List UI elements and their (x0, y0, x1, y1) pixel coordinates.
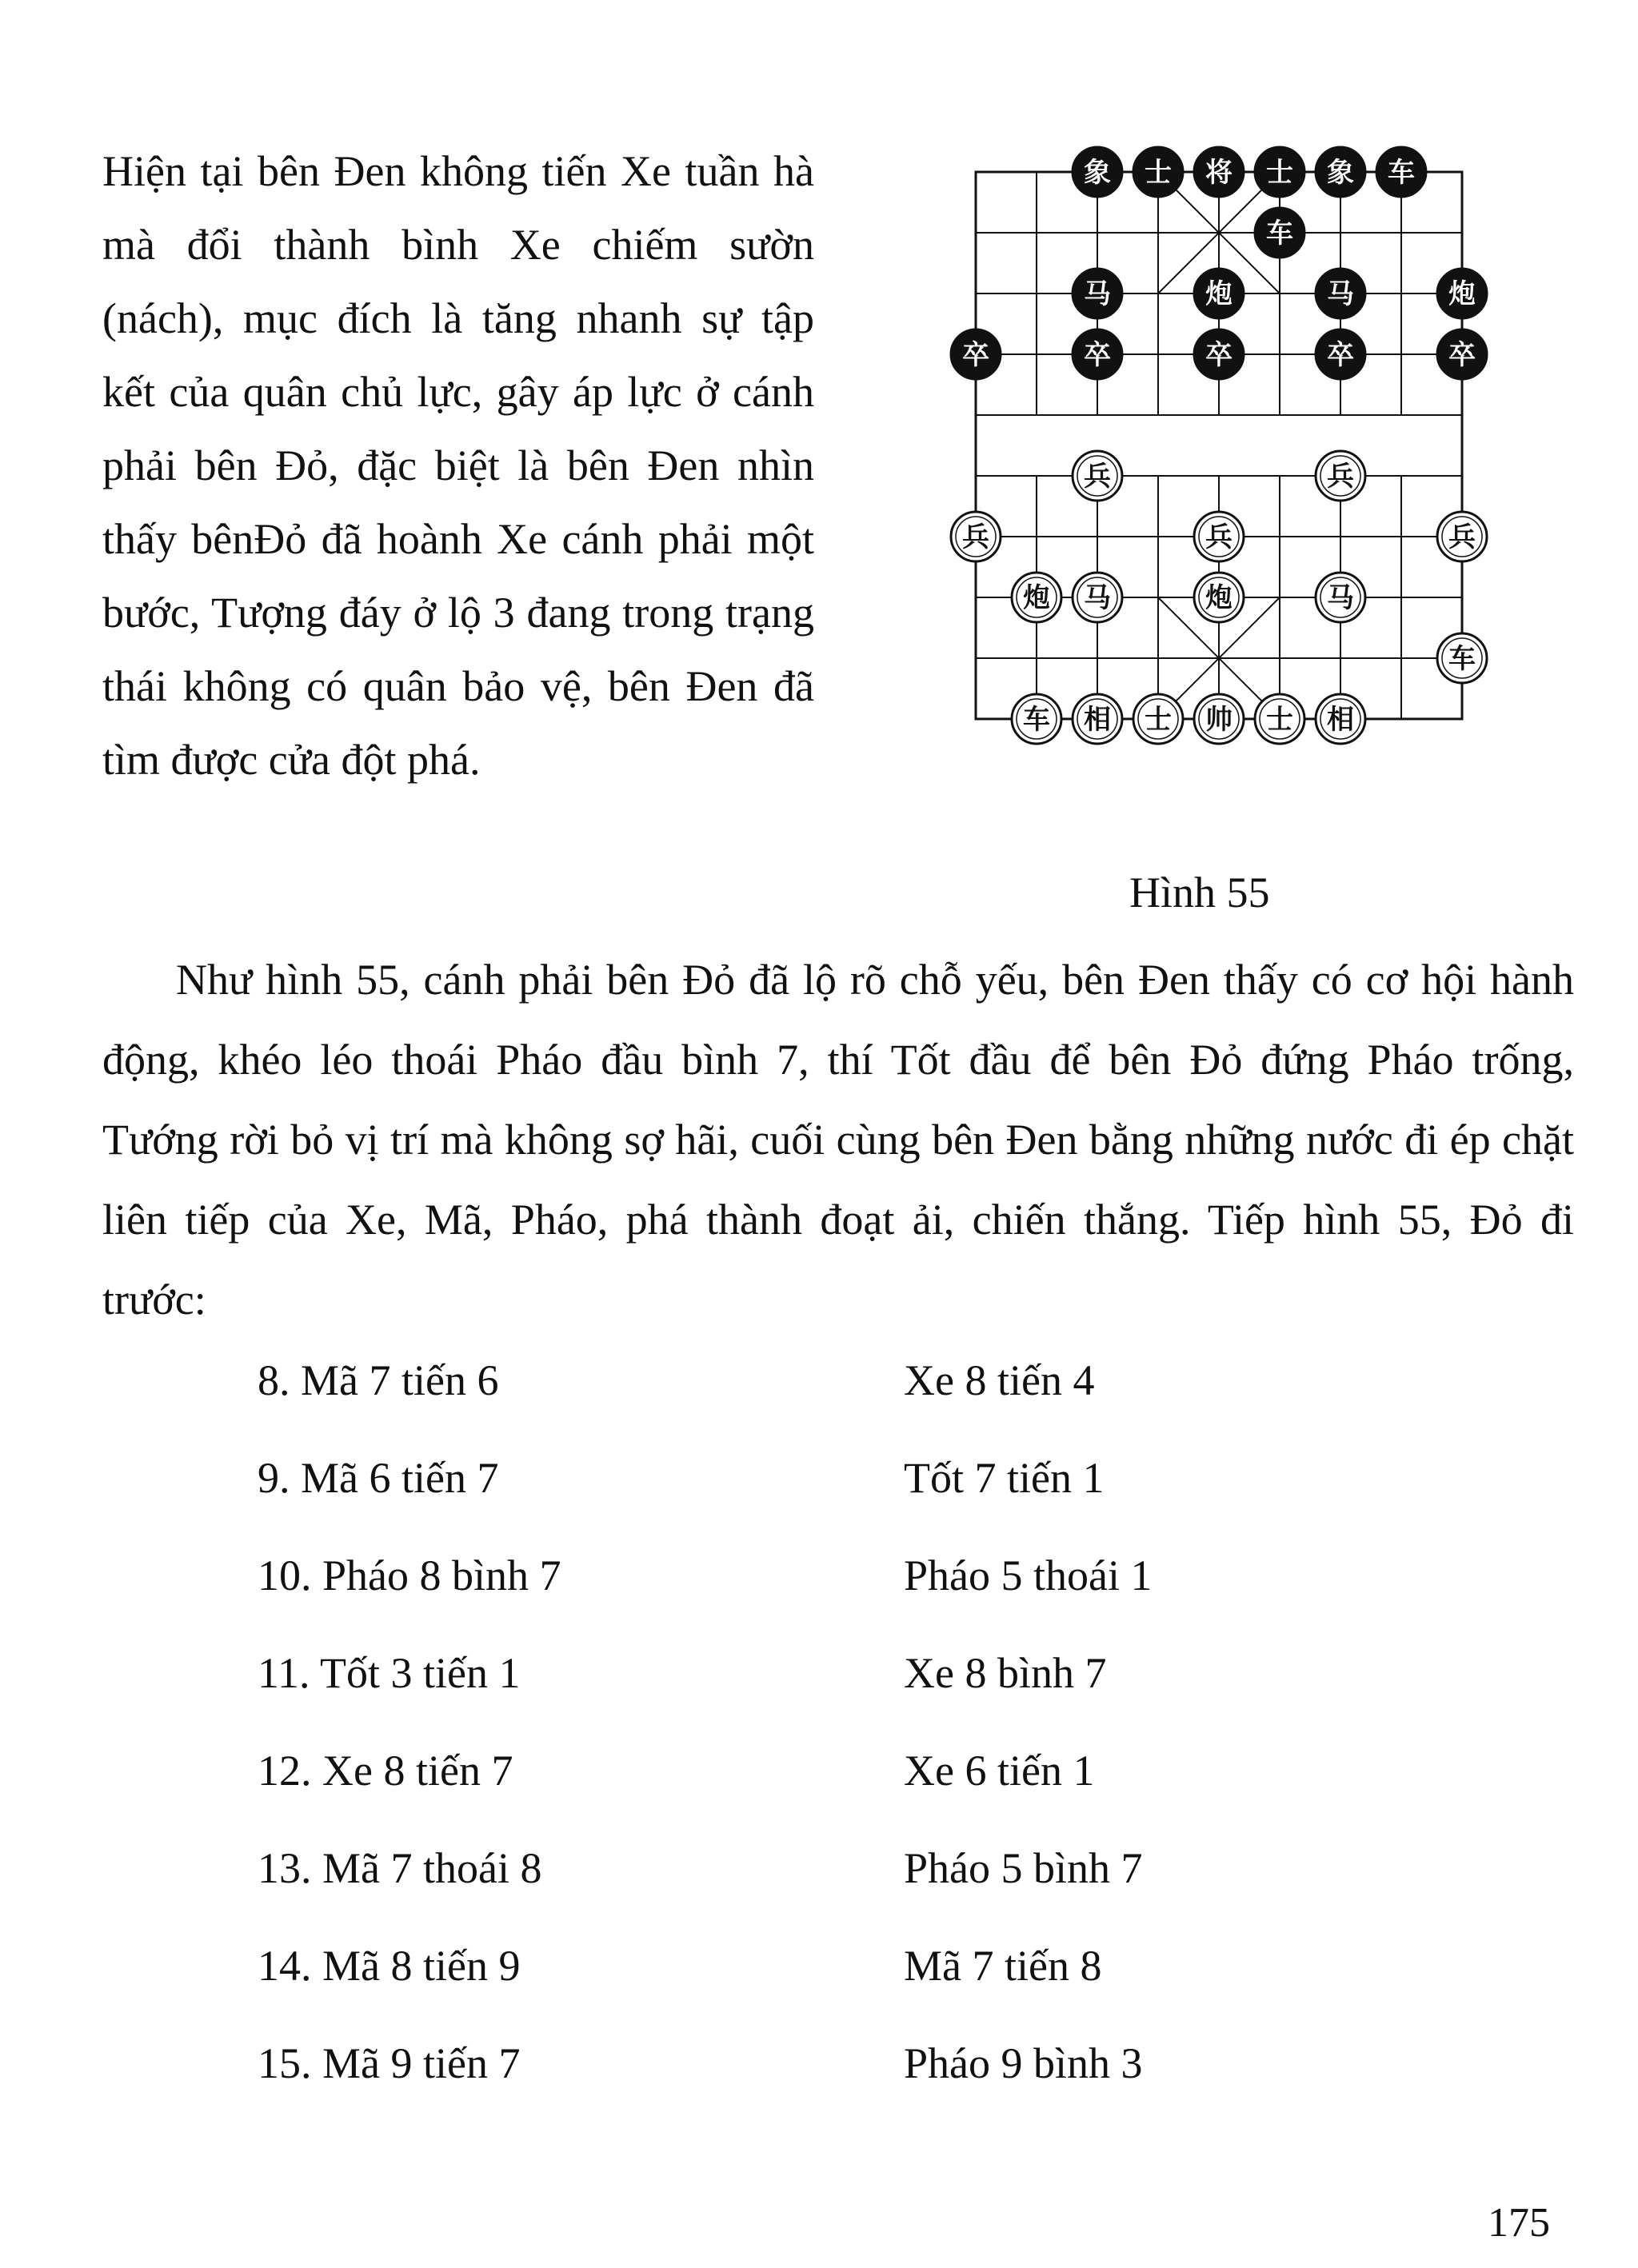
black-move: Pháo 5 bình 7 (904, 1844, 1143, 1892)
red-move: 12. Xe 8 tiến 7 (258, 1747, 513, 1795)
red-move: 14. Mã 8 tiến 9 (258, 1942, 521, 1990)
piece-label: 炮 (1448, 278, 1476, 310)
piece-label: 车 (1266, 218, 1293, 250)
piece-label: 卒 (1327, 339, 1354, 371)
piece-label: 车 (1448, 643, 1476, 675)
piece-label: 象 (1084, 157, 1111, 189)
move-row (0, 1746, 1638, 1826)
piece-label: 卒 (1205, 339, 1232, 371)
red-move: 8. Mã 7 tiến 6 (258, 1356, 499, 1404)
piece-label: 相 (1327, 704, 1354, 736)
move-row (0, 1551, 1638, 1631)
piece-label: 炮 (1205, 278, 1232, 310)
piece-label: 将 (1205, 157, 1232, 189)
page-number: 175 (1488, 2200, 1550, 2246)
intro-paragraph (102, 134, 814, 797)
piece-label: 士 (1145, 704, 1172, 736)
red-move: 11. Tốt 3 tiến 1 (258, 1649, 521, 1697)
black-move: Tốt 7 tiến 1 (904, 1454, 1105, 1502)
piece-label: 士 (1145, 157, 1172, 189)
figure-caption: Hình 55 (1129, 868, 1270, 916)
piece-label: 炮 (1205, 582, 1232, 614)
piece-label: 象 (1327, 157, 1354, 189)
xiangqi-board-figure (944, 140, 1552, 800)
piece-label: 马 (1084, 582, 1111, 614)
move-row (0, 1843, 1638, 1923)
piece-label: 兵 (1448, 521, 1476, 553)
piece-label: 马 (1327, 582, 1354, 614)
xiangqi-board (944, 140, 1552, 796)
piece-label: 士 (1266, 704, 1293, 736)
black-move: Xe 6 tiến 1 (904, 1747, 1095, 1795)
piece-label: 卒 (1448, 339, 1476, 371)
piece-label: 车 (1023, 704, 1050, 736)
move-row (0, 1941, 1638, 2021)
piece-label: 相 (1084, 704, 1111, 736)
red-move: 15. Mã 9 tiến 7 (258, 2039, 521, 2087)
move-row (0, 2038, 1638, 2118)
black-move: Xe 8 bình 7 (904, 1649, 1107, 1697)
piece-label: 兵 (1205, 521, 1232, 553)
red-move: 9. Mã 6 tiến 7 (258, 1454, 499, 1502)
black-move: Pháo 9 bình 3 (904, 2039, 1143, 2087)
piece-label: 士 (1266, 157, 1293, 189)
piece-label: 马 (1084, 278, 1111, 310)
move-row (0, 1648, 1638, 1728)
move-row (0, 1356, 1638, 1435)
red-move: 13. Mã 7 thoái 8 (258, 1844, 542, 1892)
piece-label: 兵 (1084, 461, 1111, 493)
move-row (0, 1453, 1638, 1533)
red-move: 10. Pháo 8 bình 7 (258, 1551, 561, 1599)
piece-label: 马 (1327, 278, 1354, 310)
piece-label: 卒 (962, 339, 989, 371)
piece-label: 兵 (962, 521, 989, 553)
black-move: Xe 8 tiến 4 (904, 1356, 1095, 1404)
piece-label: 卒 (1084, 339, 1111, 371)
piece-label: 炮 (1023, 582, 1050, 614)
piece-label: 兵 (1327, 461, 1354, 493)
piece-label: 车 (1388, 157, 1415, 189)
black-move: Mã 7 tiến 8 (904, 1942, 1102, 1990)
piece-label: 帅 (1205, 704, 1232, 736)
analysis-paragraph: Như hình 55, cánh phải bên Đỏ đã lộ rõ chỗ yếu, bên Đen thấy có cơ hội hành động, khéo léo thoái Pháo đầu bình 7, thí Tốt đầu để bên Đỏ đứng Pháo trống, Tướng rời bỏ vị trí mà không sợ hãi, cuối cùng bên Đen bằng những nước đi ép chặt liên tiếp của Xe, Mã, Pháo, phá thành đoạt ải, chiến thắng. Tiếp hình 55, Đỏ đi trước: (102, 956, 1574, 1324)
intro-text: Hiện tại bên Đen không tiến Xe tuần hà mà đổi thành bình Xe chiếm sườn (nách), mục đích là tăng nhanh sự tập kết của quân chủ lực, gây áp lực ở cánh phải bên Đỏ, đặc biệt là bên Đen nhìn thấy bênĐỏ đã hoành Xe cánh phải một bước, Tượng đáy ở lộ 3 đang trong trạng thái không có quân bảo vệ, bên Đen đã tìm được cửa đột phá. (102, 147, 814, 784)
black-move: Pháo 5 thoái 1 (904, 1551, 1153, 1599)
